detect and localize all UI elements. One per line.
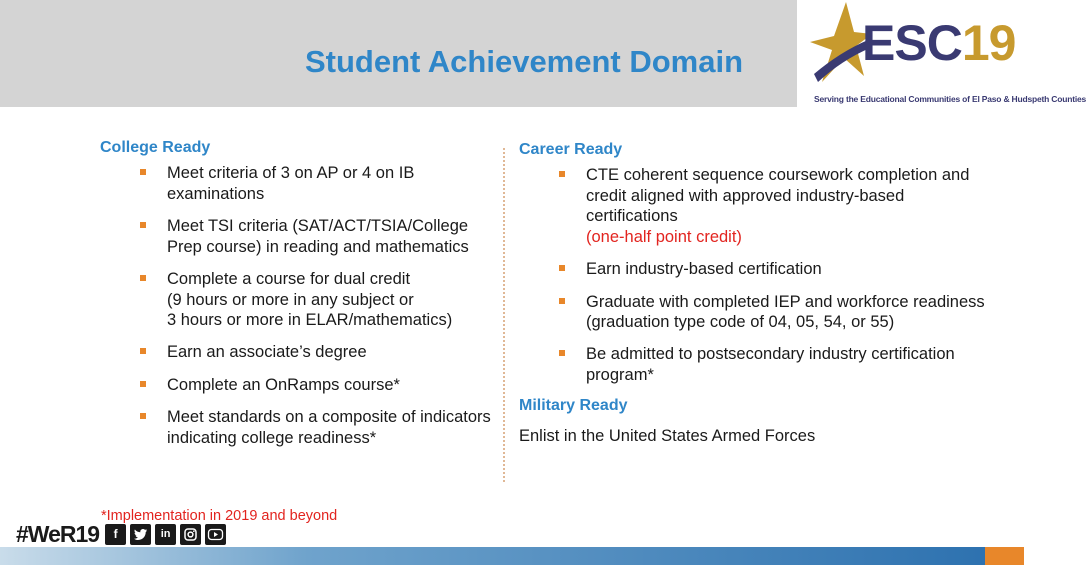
- list-item-text: Complete an OnRamps course*: [167, 375, 400, 394]
- list-item-text: Meet criteria of 3 on AP or 4 on IB examinations: [167, 164, 415, 203]
- bullet-square-icon: [140, 381, 146, 387]
- list-item-text: Complete a course for dual credit (9 hours or more in any subject or 3 hours or more in ELAR/mathematics): [167, 269, 453, 330]
- military-ready-heading: Military Ready: [519, 397, 628, 415]
- bullet-square-icon: [140, 275, 146, 281]
- hashtag: #WeR19: [16, 520, 100, 547]
- linkedin-icon[interactable]: in: [155, 524, 176, 545]
- list-item: [100, 269, 500, 331]
- logo-esc: ESC: [862, 15, 962, 71]
- logo-subtitle: Serving the Educational Communities of El Paso & Hudspeth Counties: [814, 94, 1086, 104]
- list-item: [100, 163, 500, 204]
- career-ready-column: [519, 140, 989, 447]
- list-item: [519, 292, 989, 333]
- list-item: [519, 259, 989, 280]
- list-item-text: Meet TSI criteria (SAT/ACT/TSIA/College Prep course) in reading and mathematics: [167, 216, 469, 256]
- facebook-icon[interactable]: f: [105, 524, 126, 545]
- bullet-square-icon: [140, 348, 146, 354]
- esc19-logo: [800, 0, 1086, 107]
- bullet-square-icon: [559, 171, 565, 177]
- list-item-text: Earn an associate’s degree: [167, 343, 367, 362]
- bullet-square-icon: [559, 298, 565, 304]
- logo-wordmark: [862, 15, 1016, 71]
- footer-bar: [0, 547, 1024, 565]
- youtube-icon[interactable]: [205, 524, 226, 545]
- list-item: [100, 216, 500, 257]
- footer-accent: [985, 547, 1024, 565]
- list-item: [519, 344, 989, 385]
- twitter-icon[interactable]: [130, 524, 151, 545]
- college-ready-column: [100, 138, 500, 460]
- bullet-square-icon: [559, 350, 565, 356]
- bullet-square-icon: [140, 222, 146, 228]
- social-bar: [16, 520, 230, 548]
- list-item-text: Graduate with completed IEP and workforce readiness (graduation type code of 04, 05, 54, or 55): [586, 292, 985, 332]
- list-item: [519, 165, 989, 248]
- logo-number: 19: [961, 15, 1016, 71]
- college-ready-heading: College Ready: [100, 139, 211, 156]
- bullet-square-icon: [140, 169, 146, 175]
- career-ready-list: [519, 165, 989, 386]
- list-item-text: Be admitted to postsecondary industry certification program*: [586, 345, 955, 385]
- list-item-text: Meet standards on a composite of indicators indicating college readiness*: [167, 407, 491, 447]
- credit-note: (one-half point credit): [586, 228, 742, 247]
- list-item-text: Earn industry-based certification: [586, 260, 822, 279]
- military-ready-text: Enlist in the United States Armed Forces: [519, 427, 816, 446]
- column-divider: [503, 148, 505, 482]
- career-ready-heading: Career Ready: [519, 141, 623, 158]
- page-title: Student Achievement Domain: [304, 44, 744, 79]
- list-item: [100, 342, 500, 363]
- implementation-footnote: *Implementation in 2019 and beyond: [101, 508, 338, 524]
- bullet-square-icon: [559, 265, 565, 271]
- list-item: [100, 375, 500, 396]
- instagram-icon[interactable]: [180, 524, 201, 545]
- list-item-text: CTE coherent sequence coursework completion and credit aligned with approved industry-based certifications: [586, 166, 970, 226]
- bullet-square-icon: [140, 413, 146, 419]
- college-ready-list: [100, 163, 500, 448]
- list-item: [100, 407, 500, 448]
